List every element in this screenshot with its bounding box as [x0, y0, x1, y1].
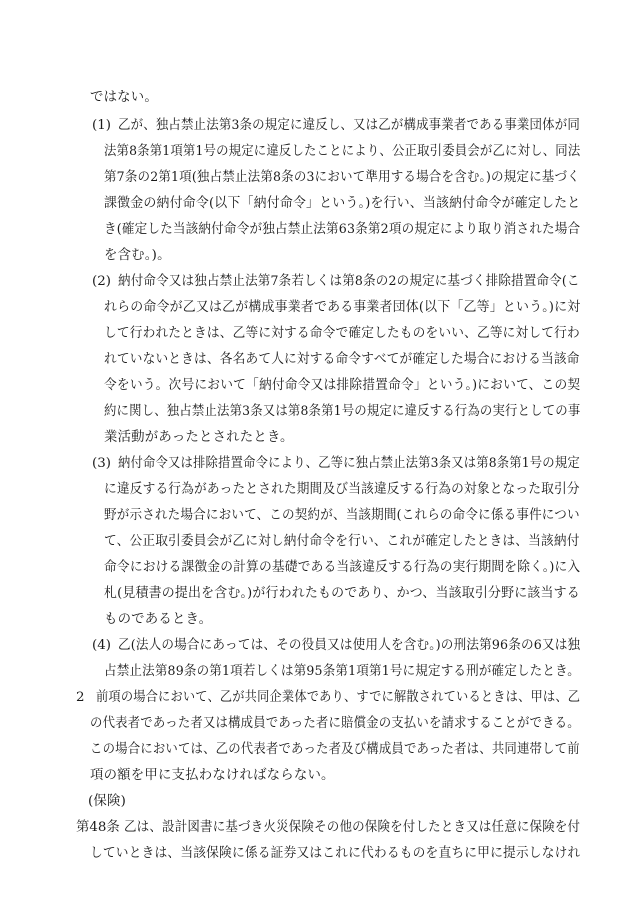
item-line: 令をいう。次号において「納付命令又は排除措置命令」という。)において、この契 [104, 378, 581, 393]
article-number: 第48条 [76, 820, 120, 835]
item-line: 約に関し、独占禁止法第3条又は第8条第1号の規定に違反する行為の実行としての事 [104, 404, 581, 419]
item-line: に違反する行為があったとされた期間及び当該違反する行為の対象となった取引分 [104, 482, 580, 497]
paragraph-number: 2 [76, 690, 85, 705]
item-line: れていないときは、各名あて人に対する命令すべてが確定した場合における当該命 [104, 352, 580, 367]
item-line: を含む。)。 [104, 248, 171, 263]
paragraph-line: 前項の場合において、乙が共同企業体であり、すでに解散されているときは、甲は、乙 [96, 690, 581, 705]
item-line: 札(見積書の提出を含む。)が行われたものであり、かつ、当該取引分野に該当する [104, 586, 580, 601]
item-line: 占禁止法第89条の第1項若しくは第95条第1項第1号に規定する刑が確定したとき。 [104, 664, 581, 679]
article-line: していときは、当該保険に係る証券又はこれに代わるものを直ちに甲に提示しなけれ [90, 846, 581, 861]
item-line: 乙(法人の場合にあっては、その役員又は使用人を含む。)の刑法第96条の6又は独 [118, 638, 581, 653]
item-number: (1) [92, 118, 111, 133]
item-line: き(確定した当該納付命令が独占禁止法第63条第2項の規定により取り消された場合 [104, 222, 581, 237]
item-line: 野が示された場合において、この契約が、当該期間(これらの命令に係る事件につい [104, 508, 580, 523]
item-number: (4) [92, 638, 111, 653]
opening-line: ではない。 [90, 90, 158, 105]
item-line: 納付命令又は排除措置命令により、乙等に独占禁止法第3条又は第8条第1号の規定 [118, 456, 580, 471]
item-line: ものであるとき。 [104, 612, 213, 627]
item-line: 命令における課徴金の計算の基礎である当該違反する行為の実行期間を除く。)に入 [104, 560, 581, 575]
article-line: 乙は、設計図書に基づき火災保険その他の保険を付したとき又は任意に保険を付 [124, 820, 581, 835]
item-line: 課徴金の納付命令(以下「納付命令」という。)を行い、当該納付命令が確定したと [104, 196, 581, 211]
item-line: て、公正取引委員会が乙に対し納付命令を行い、これが確定したときは、当該納付 [104, 534, 580, 549]
item-line: れらの命令が乙又は乙が構成事業者である事業者団体(以下「乙等」という。)に対 [104, 300, 581, 315]
item-number: (2) [92, 274, 111, 289]
item-line: 法第8条第1項第1号の規定に違反したことにより、公正取引委員会が乙に対し、同法 [104, 144, 581, 159]
item-line: して行われたときは、乙等に対する命令で確定したものをいい、乙等に対して行わ [104, 326, 580, 341]
item-line: 第7条の2第1項(独占禁止法第8条の3において準用する場合を含む。)の規定に基づく [104, 170, 580, 185]
paragraph-line: の代表者であった者又は構成員であった者に賠償金の支払いを請求することができる。 [90, 716, 580, 731]
paragraph-line: 項の額を甲に支払わなければならない。 [90, 768, 335, 783]
section-heading: (保険) [88, 794, 127, 809]
item-line: 業活動があったとされたとき。 [104, 430, 294, 445]
item-line: 乙が、独占禁止法第3条の規定に違反し、又は乙が構成事業者である事業団体が同 [118, 118, 580, 133]
paragraph-line: この場合においては、乙の代表者であった者及び構成員であった者は、共同連帯して前 [90, 742, 580, 757]
item-number: (3) [92, 456, 111, 471]
item-line: 納付命令又は独占禁止法第7条若しくは第8条の2の規定に基づく排除措置命令(こ [118, 274, 580, 289]
